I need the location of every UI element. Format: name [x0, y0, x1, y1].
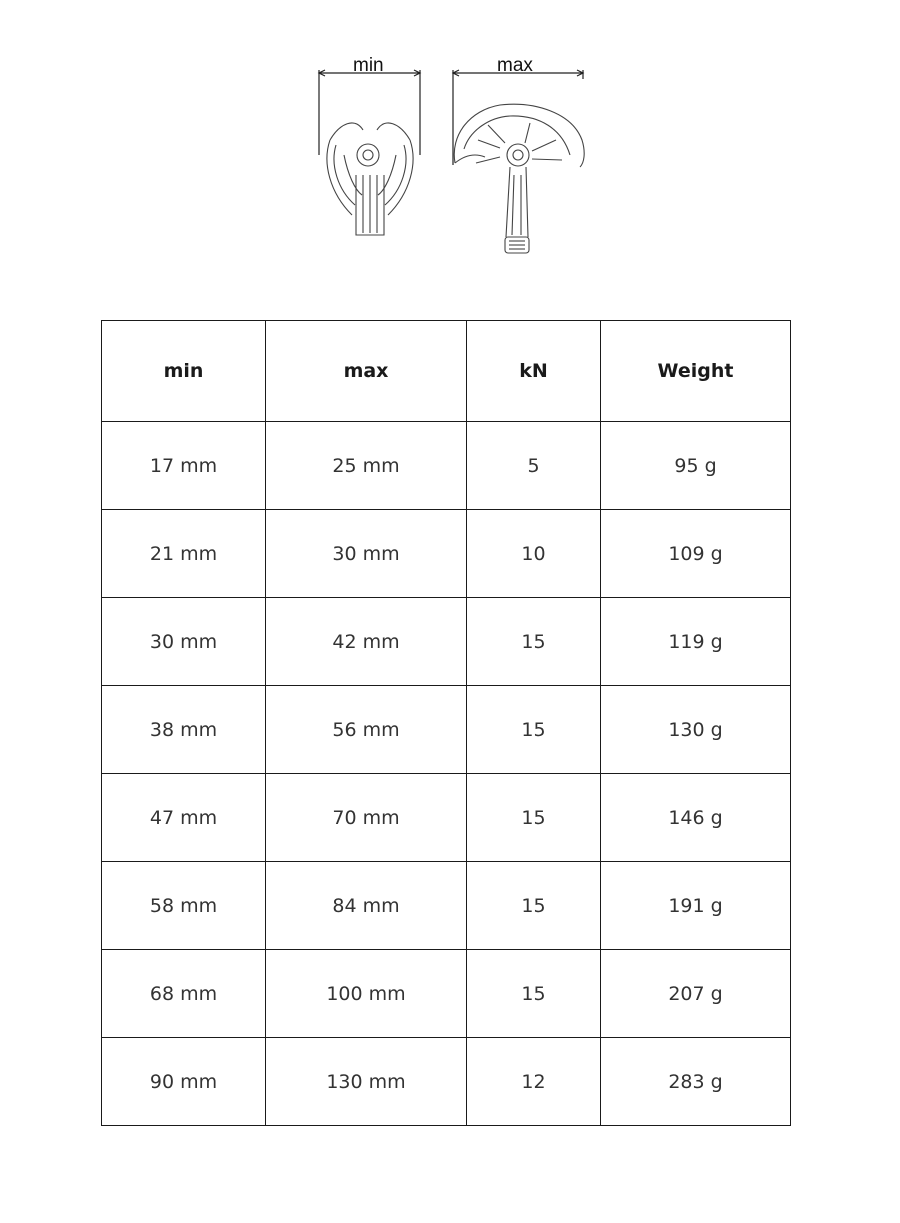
cell-max: 84 mm — [266, 862, 467, 950]
spec-table — [101, 320, 791, 1126]
cell-max: 70 mm — [266, 774, 467, 862]
cell-max: 56 mm — [266, 686, 467, 774]
header-max: max — [266, 321, 467, 422]
cell-min: 58 mm — [102, 862, 266, 950]
cam-open-icon — [454, 104, 584, 253]
cell-weight: 191 g — [601, 862, 791, 950]
max-label: max — [497, 55, 533, 76]
cell-max: 25 mm — [266, 422, 467, 510]
cell-weight: 95 g — [601, 422, 791, 510]
cam-closed-icon — [327, 123, 413, 235]
cell-kn: 12 — [467, 1038, 601, 1126]
min-dimension — [319, 70, 420, 155]
cell-max: 100 mm — [266, 950, 467, 1038]
cell-min: 38 mm — [102, 686, 266, 774]
table-row — [102, 1038, 791, 1126]
table-row — [102, 422, 791, 510]
cell-min: 21 mm — [102, 510, 266, 598]
cell-kn: 5 — [467, 422, 601, 510]
table-row — [102, 950, 791, 1038]
cam-dimension-diagram — [300, 45, 600, 265]
cell-min: 30 mm — [102, 598, 266, 686]
cell-weight: 146 g — [601, 774, 791, 862]
table-header-row — [102, 321, 791, 422]
cell-min: 17 mm — [102, 422, 266, 510]
cell-max: 130 mm — [266, 1038, 467, 1126]
table-row — [102, 862, 791, 950]
cell-weight: 207 g — [601, 950, 791, 1038]
cell-weight: 283 g — [601, 1038, 791, 1126]
min-label: min — [353, 55, 384, 76]
header-min: min — [102, 321, 266, 422]
cell-weight: 130 g — [601, 686, 791, 774]
table-row — [102, 686, 791, 774]
cell-kn: 15 — [467, 950, 601, 1038]
cell-min: 47 mm — [102, 774, 266, 862]
cell-kn: 10 — [467, 510, 601, 598]
header-kn: kN — [467, 321, 601, 422]
cell-weight: 109 g — [601, 510, 791, 598]
table-row — [102, 774, 791, 862]
cell-kn: 15 — [467, 686, 601, 774]
cell-kn: 15 — [467, 598, 601, 686]
cell-max: 42 mm — [266, 598, 467, 686]
cell-min: 68 mm — [102, 950, 266, 1038]
cell-weight: 119 g — [601, 598, 791, 686]
table-row — [102, 510, 791, 598]
table-row — [102, 598, 791, 686]
cell-max: 30 mm — [266, 510, 467, 598]
header-weight: Weight — [601, 321, 791, 422]
cell-kn: 15 — [467, 862, 601, 950]
cell-min: 90 mm — [102, 1038, 266, 1126]
cell-kn: 15 — [467, 774, 601, 862]
